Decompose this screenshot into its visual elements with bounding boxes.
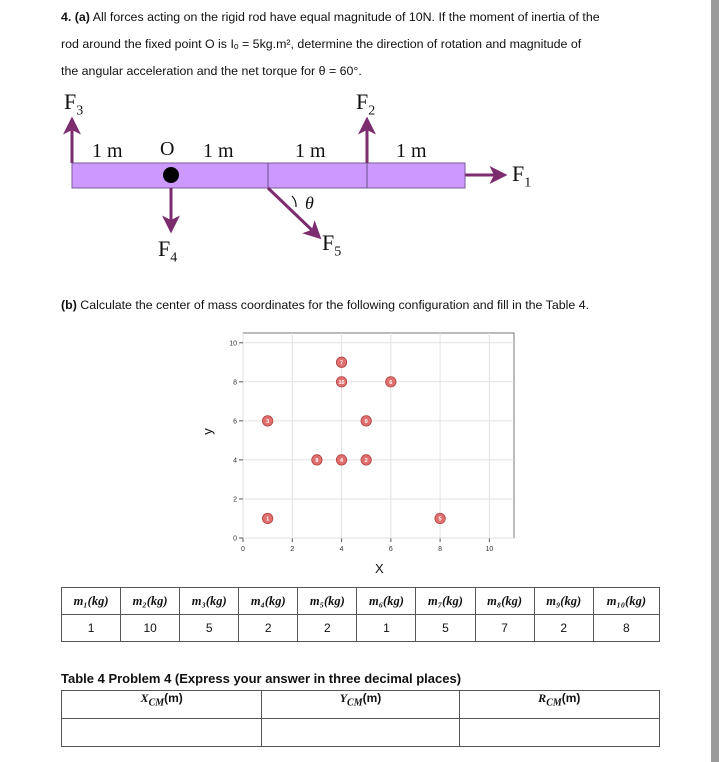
x-tick-label: 10 xyxy=(485,546,494,553)
force-label-f3: $F_3$ xyxy=(64,89,84,119)
mass-point-label: 5 xyxy=(438,516,442,523)
segment-label-4: 1 m xyxy=(396,140,427,162)
segment-label-2: 1 m xyxy=(203,140,234,162)
part-a-line-3: the angular acceleration and the net torque for θ = 60°. xyxy=(61,64,362,78)
mass-header: m₅(kg) xyxy=(298,588,357,615)
part-a-line-2: rod around the fixed point O is Iₒ = 5kg.m², determine the direction of rotation and magnitude of xyxy=(61,37,582,51)
answer-header-row xyxy=(62,691,660,719)
table-caption: Table 4 Problem 4 (Express your answer in three decimal places) xyxy=(61,671,462,686)
y-tick-label: 0 xyxy=(233,535,237,543)
mass-header: m₃(kg) xyxy=(180,588,239,615)
mass-value: 5 xyxy=(416,615,475,642)
mass-header: m₁(kg) xyxy=(62,588,121,615)
x-tick-label: 4 xyxy=(339,546,344,553)
mass-point-label: 10 xyxy=(338,379,345,386)
force-label-f5: $F_5$ xyxy=(322,230,342,260)
mass-value: 10 xyxy=(121,615,180,642)
part-b-text: (b) Calculate the center of mass coordinates for the following configuration and fill in the Table 4. xyxy=(61,298,590,312)
y-tick-label: 8 xyxy=(233,379,237,387)
answer-table xyxy=(61,690,660,747)
mass-value: 2 xyxy=(239,615,298,642)
mass-point-label: 4 xyxy=(340,457,344,464)
y-axis-label: y xyxy=(199,428,215,435)
mass-point-label: 1 xyxy=(266,516,270,523)
xcm-header: $X_{CM}(m)$ xyxy=(62,691,262,719)
mass-table-value-row xyxy=(62,615,660,642)
mass-point-label: 7 xyxy=(340,360,344,367)
pivot-label: O xyxy=(160,138,175,160)
mass-point-label: 3 xyxy=(266,418,270,425)
mass-value: 8 xyxy=(593,615,659,642)
mass-point-label: 2 xyxy=(364,457,368,464)
mass-header: m₁₀(kg) xyxy=(593,588,659,615)
ycm-answer-cell[interactable] xyxy=(262,719,459,747)
mass-value: 2 xyxy=(534,615,593,642)
mass-header: m₉(kg) xyxy=(534,588,593,615)
mass-table-header-row xyxy=(62,588,660,615)
mass-header: m₄(kg) xyxy=(239,588,298,615)
y-tick-label: 4 xyxy=(233,457,237,465)
rcm-answer-cell[interactable] xyxy=(459,719,659,747)
mass-point-label: 6 xyxy=(389,379,393,386)
x-tick-label: 0 xyxy=(241,546,245,553)
force-label-f4: $F_4$ xyxy=(158,236,178,266)
mass-point-label: 8 xyxy=(315,457,319,464)
rcm-header: $R_{CM}(m)$ xyxy=(459,691,659,719)
mass-header: m₂(kg) xyxy=(121,588,180,615)
force-label-f1: $F_1$ xyxy=(512,161,532,191)
mass-value: 1 xyxy=(357,615,416,642)
part-a-line-1: 4. (a) All forces acting on the rigid rod have equal magnitude of 10N. If the moment of inertia of the xyxy=(61,10,600,24)
mass-value: 7 xyxy=(475,615,534,642)
mass-value: 1 xyxy=(62,615,121,642)
mass-header: m₆(kg) xyxy=(357,588,416,615)
mass-table xyxy=(61,587,660,642)
y-tick-label: 2 xyxy=(233,496,237,504)
segment-label-3: 1 m xyxy=(295,140,326,162)
mass-point-label: 9 xyxy=(364,418,368,425)
x-tick-label: 8 xyxy=(438,546,443,553)
x-tick-label: 6 xyxy=(388,546,393,553)
mass-header: m₇(kg) xyxy=(416,588,475,615)
x-axis-label: X xyxy=(375,561,384,576)
y-tick-label: 6 xyxy=(233,418,237,426)
mass-value: 5 xyxy=(180,615,239,642)
answer-input-row xyxy=(62,719,660,747)
mass-header: m₈(kg) xyxy=(475,588,534,615)
xcm-answer-cell[interactable] xyxy=(62,719,262,747)
plot-frame xyxy=(243,333,514,538)
mass-value: 2 xyxy=(298,615,357,642)
x-tick-label: 2 xyxy=(290,546,295,553)
angle-label: θ xyxy=(305,193,314,213)
segment-label-1: 1 m xyxy=(92,140,123,162)
force-label-f2: $F_2$ xyxy=(356,89,376,119)
ycm-header: $Y_{CM}(m)$ xyxy=(262,691,459,719)
y-tick-label: 10 xyxy=(229,340,237,348)
